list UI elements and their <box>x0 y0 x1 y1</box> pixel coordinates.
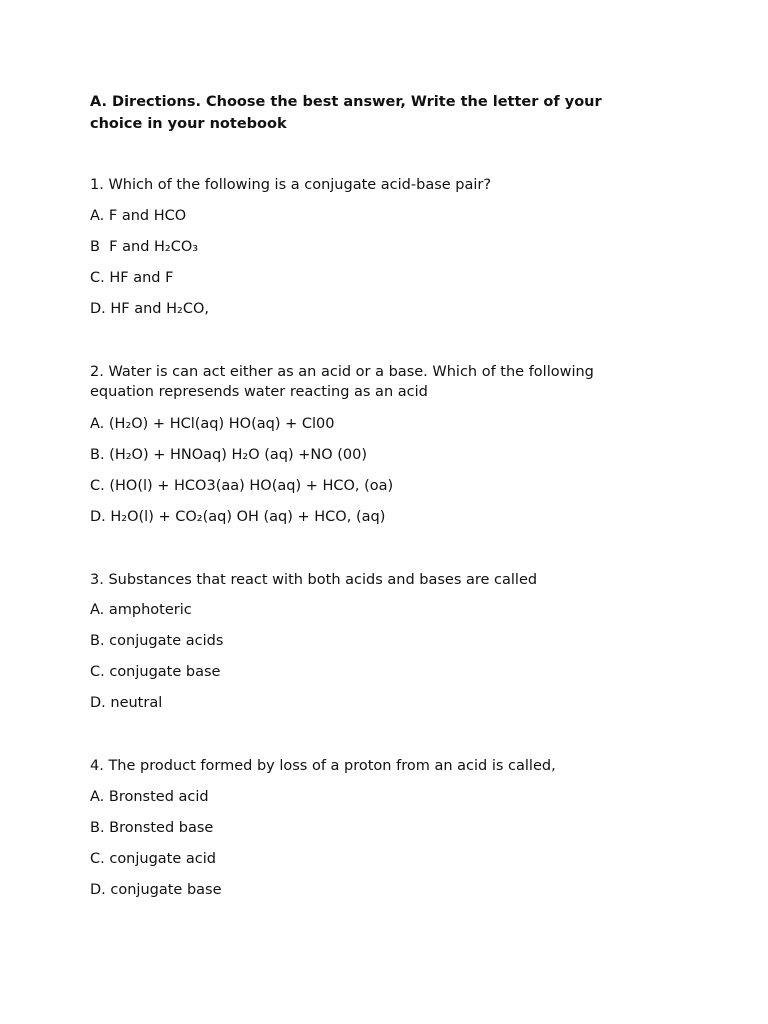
choice-c: C. HF and F <box>90 269 174 286</box>
choice-b: B F and H₂CO₃ <box>90 238 199 255</box>
choice-c: C. (HO(l) + HCO3(aa) HO(aq) + HCO, (oa) <box>90 477 394 494</box>
directions-heading: A. Directions. Choose the best answer, Write the letter of your choice in your notebook <box>90 94 602 132</box>
question-3 <box>90 570 650 714</box>
question-text: 4. The product formed by loss of a proton from an acid is called, <box>90 758 556 774</box>
choice-b: B. conjugate acids <box>90 633 224 649</box>
choice-d: D. H₂O(l) + CO₂(aq) OH (aq) + HCO, (aq) <box>90 508 386 525</box>
question-text: 1. Which of the following is a conjugate acid-base pair? <box>90 177 492 193</box>
choice-a: A. F and HCO <box>90 207 187 224</box>
question-2 <box>90 362 650 527</box>
worksheet-page <box>90 91 650 900</box>
choice-c: C. conjugate base <box>90 664 221 680</box>
question-text: 2. Water is can act either as an acid or a base. Which of the following equation represends water reacting as an acid <box>90 363 594 400</box>
choice-d: D. neutral <box>90 695 163 711</box>
choice-a: A. amphoteric <box>90 602 192 618</box>
choice-d: D. conjugate base <box>90 881 222 898</box>
question-text: 3. Substances that react with both acids and bases are called <box>90 571 538 588</box>
choice-b: B. Bronsted base <box>90 819 214 836</box>
choice-a: A. (H₂O) + HCl(aq) HO(aq) + Cl00 <box>90 415 335 432</box>
question-1 <box>90 175 650 319</box>
choice-a: A. Bronsted acid <box>90 788 209 805</box>
choice-d: D. HF and H₂CO, <box>90 300 209 317</box>
choice-b: B. (H₂O) + HNOaq) H₂O (aq) +NO (00) <box>90 446 368 463</box>
choice-c: C. conjugate acid <box>90 850 216 867</box>
question-4 <box>90 756 650 900</box>
